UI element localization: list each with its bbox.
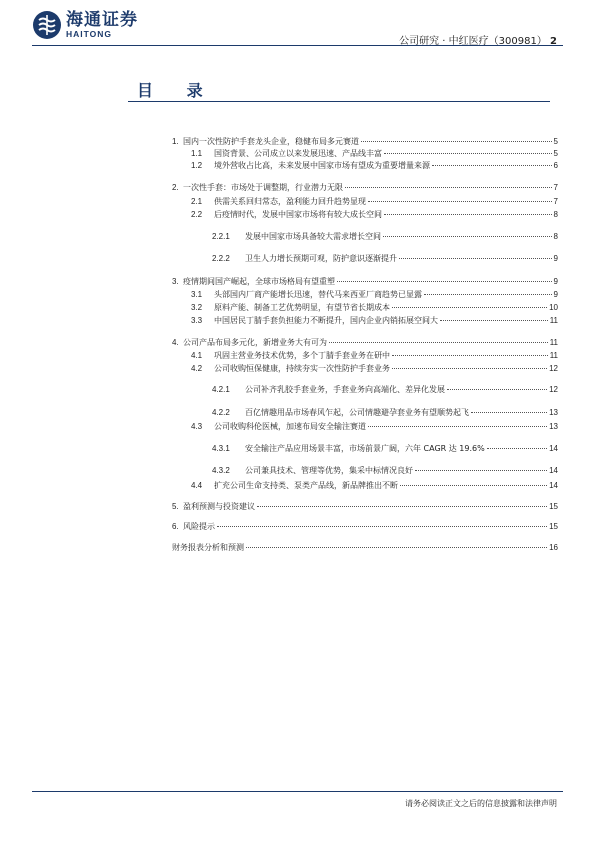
toc-entry-number: 2.1: [191, 197, 203, 206]
toc-entry-title: 后疫情时代，发展中国家市场将有较大成长空间: [214, 210, 382, 219]
toc-entry-title: 疫情期间国产崛起，全球市场格局有望重塑: [183, 277, 335, 286]
toc-entry-number: 1.2: [191, 161, 203, 170]
toc-entry-page: 7: [553, 197, 558, 206]
toc-leader-dots: [392, 307, 547, 308]
toc-entry-number: 4.3: [191, 422, 203, 431]
toc-entry-page: 11: [549, 338, 558, 347]
toc-entry-page: 12: [549, 385, 558, 394]
toc-entry[interactable]: [212, 465, 558, 476]
toc-entry[interactable]: [191, 302, 558, 313]
toc-leader-dots: [368, 426, 547, 427]
toc-entry-page: 14: [549, 466, 558, 475]
toc-entry-page: 7: [553, 183, 558, 192]
toc-leader-dots: [487, 448, 547, 449]
toc-leader-dots: [424, 294, 552, 295]
toc-entry-number: 2.: [172, 183, 179, 192]
toc-entry-title: 境外营收占比高，未来发展中国家市场有望成为重要增量来源: [214, 161, 430, 170]
toc-entry-number: 4.4: [191, 481, 203, 490]
toc-entry-number: 4.2.2: [212, 408, 230, 417]
toc-entry-page: 5: [553, 137, 558, 146]
toc-entry-number: 3.2: [191, 303, 203, 312]
toc-entry-number: 5.: [172, 502, 179, 511]
toc-entry-title: 头部国内厂商产能增长迅速，替代马来西亚厂商趋势已显露: [214, 290, 422, 299]
toc-entry[interactable]: [191, 160, 558, 171]
toc-entry-title: 巩固主营业务技术优势，多个丁腈手套业务在研中: [214, 351, 390, 360]
toc-entry[interactable]: [212, 384, 558, 395]
toc-entry[interactable]: [191, 363, 558, 374]
toc-entry-number: 2.2: [191, 210, 203, 219]
toc-leader-dots: [337, 281, 552, 282]
toc-entry-title: 公司兼具技术、管理等优势，集采中标情况良好: [245, 466, 413, 475]
toc-entry-page: 9: [553, 277, 558, 286]
toc-entry-title: 原料产能、制备工艺优势明显，有望节省长期成本: [214, 303, 390, 312]
toc-leader-dots: [399, 258, 552, 259]
toc-entry-title: 卫生人力增长预期可观，防护意识逐渐提升: [245, 254, 397, 263]
toc-entry-number: 4.3.1: [212, 444, 230, 453]
toc-title-underline: [128, 101, 550, 102]
toc-entry-page: 8: [553, 232, 558, 241]
toc-leader-dots: [447, 389, 547, 390]
toc-entry[interactable]: [212, 443, 558, 454]
toc-leader-dots: [384, 214, 552, 215]
toc-leader-dots: [392, 368, 547, 369]
toc-entry[interactable]: [172, 521, 558, 532]
toc-entry-number: 4.3.2: [212, 466, 230, 475]
toc-entry-title: 公司补齐乳胶手套业务，手套业务向高端化、差异化发展: [245, 385, 445, 394]
toc-leader-dots: [329, 342, 548, 343]
toc-entry-number: 2.2.2: [212, 254, 230, 263]
logo-chinese-name: 海通证券: [66, 10, 138, 30]
toc-entry-page: 11: [549, 316, 558, 325]
toc-leader-dots: [246, 547, 547, 548]
toc-leader-dots: [361, 141, 552, 142]
toc-entry-title: 安全输注产品应用场景丰富，市场前景广阔，六年 CAGR 达 19.6%: [245, 444, 485, 453]
toc-entry-page: 14: [549, 481, 558, 490]
toc-entry-number: 4.1: [191, 351, 203, 360]
toc-entry-page: 15: [549, 522, 558, 531]
page-number: 2: [550, 36, 557, 47]
toc-entry[interactable]: [172, 136, 558, 147]
toc-leader-dots: [400, 485, 547, 486]
toc-entry-page: 11: [549, 351, 558, 360]
toc-leader-dots: [440, 320, 548, 321]
toc-entry-title: 中国居民丁腈手套负担能力不断提升，国内企业内销拓展空间大: [214, 316, 438, 325]
toc-entry-number: 4.: [172, 338, 179, 347]
toc-entry-title: 发展中国家市场具备较大需求增长空间: [245, 232, 381, 241]
footer-divider: [32, 791, 563, 792]
doc-label: 公司研究 · 中红医疗（300981）: [399, 36, 547, 47]
header-divider: [32, 45, 563, 46]
toc-leader-dots: [257, 506, 547, 507]
haitong-logo: [32, 10, 138, 40]
logo-english-name: HAITONG: [66, 29, 113, 39]
toc-leader-dots: [471, 412, 547, 413]
toc-entry-number: 2.2.1: [212, 232, 230, 241]
toc-entry-number: 4.2.1: [212, 385, 230, 394]
toc-entry-title: 风险提示: [183, 522, 215, 531]
toc-leader-dots: [345, 187, 552, 188]
toc-entry-page: 15: [549, 502, 558, 511]
toc-entry-title: 公司收购科伦医械，加速布局安全输注赛道: [214, 422, 366, 431]
toc-entry-page: 13: [549, 408, 558, 417]
toc-entry[interactable]: [191, 315, 558, 326]
toc-entry-title: 公司产品布局多元化，新增业务大有可为: [183, 338, 327, 347]
toc-entry-title: 扩充公司生命支持类、泵类产品线，新品牌推出不断: [214, 481, 398, 490]
toc-entry-title: 公司收购恒保健康，持续夯实一次性防护手套业务: [214, 364, 390, 373]
toc-entry-number: 1.: [172, 137, 179, 146]
toc-entry[interactable]: [191, 480, 558, 491]
toc-entry-page: 14: [549, 444, 558, 453]
toc-leader-dots: [415, 470, 547, 471]
toc-entry-title: 财务报表分析和预测: [172, 543, 244, 552]
toc-leader-dots: [384, 153, 552, 154]
footer-disclaimer: 请务必阅读正文之后的信息披露和法律声明: [405, 799, 557, 808]
toc-entry-page: 8: [553, 210, 558, 219]
toc-leader-dots: [368, 201, 552, 202]
toc-entry[interactable]: [212, 407, 558, 418]
toc-entry-page: 16: [549, 543, 558, 552]
toc-entry[interactable]: [191, 209, 558, 220]
toc-entry-number: 3.: [172, 277, 179, 286]
toc-entry[interactable]: [172, 337, 558, 348]
toc-entry-page: 12: [549, 364, 558, 373]
toc-entry-title: 一次性手套：市场处于调整期，行业潜力无限: [183, 183, 343, 192]
toc-entry[interactable]: [191, 289, 558, 300]
toc-entry[interactable]: [172, 542, 558, 553]
toc-entry-title: 国资背景、公司成立以来发展迅速、产品线丰富: [214, 149, 382, 158]
toc-entry-page: 13: [549, 422, 558, 431]
toc-entry-number: 3.1: [191, 290, 203, 299]
toc-entry[interactable]: [212, 253, 558, 264]
toc-entry[interactable]: [191, 421, 558, 432]
toc-entry-number: 4.2: [191, 364, 203, 373]
toc-entry-page: 9: [553, 254, 558, 263]
toc-entry[interactable]: [172, 501, 558, 512]
toc-entry-title: 盈利预测与投资建议: [183, 502, 255, 511]
toc-entry-page: 10: [549, 303, 558, 312]
toc-title: 目 录: [137, 81, 217, 100]
toc-entry-number: 3.3: [191, 316, 203, 325]
toc-leader-dots: [383, 236, 552, 237]
toc-entry-title: 国内一次性防护手套龙头企业，稳健布局多元赛道: [183, 137, 359, 146]
toc-entry-page: 9: [553, 290, 558, 299]
toc-entry-title: 供需关系回归常态，盈利能力回升趋势显现: [214, 197, 366, 206]
toc-entry[interactable]: [191, 196, 558, 207]
toc-entry-title: 百亿情趣用品市场春风乍起，公司情趣避孕套业务有望顺势起飞: [245, 408, 469, 417]
toc-entry-number: 6.: [172, 522, 179, 531]
toc-leader-dots: [432, 165, 552, 166]
haitong-logo-icon: [32, 10, 62, 40]
toc-entry[interactable]: [191, 148, 558, 159]
toc-entry-page: 5: [553, 149, 558, 158]
toc-leader-dots: [217, 526, 547, 527]
toc-entry[interactable]: [172, 276, 558, 287]
toc-entry-number: 1.1: [191, 149, 203, 158]
toc-entry-page: 6: [553, 161, 558, 170]
toc-leader-dots: [392, 355, 548, 356]
toc-entry[interactable]: [191, 350, 558, 361]
toc-entry[interactable]: [212, 231, 558, 242]
toc-entry[interactable]: [172, 182, 558, 193]
